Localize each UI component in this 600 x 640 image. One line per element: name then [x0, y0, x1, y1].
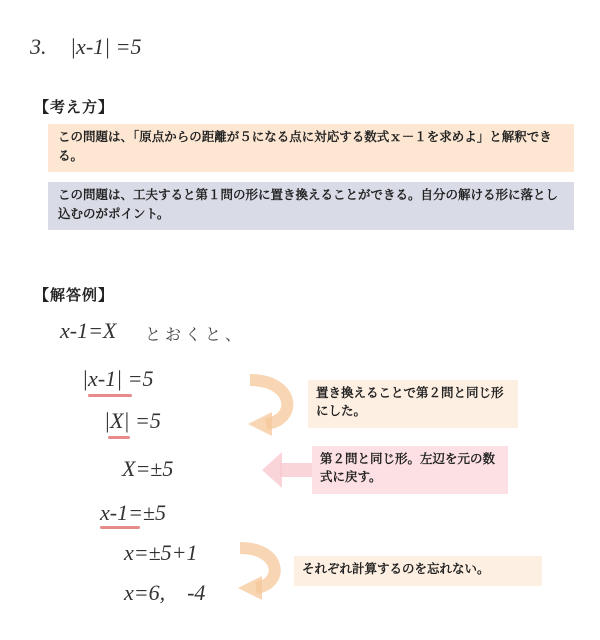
note-box-1: [308, 380, 518, 428]
step-3: X=±5: [122, 456, 174, 481]
hint-box-2: [48, 182, 574, 230]
hint-text-2: この問題は、工夫すると第１問の形に置き換えることができる。自分の解ける形に落とし込むのがポイント。: [58, 187, 559, 221]
hint-box-1: [48, 124, 574, 172]
left-arrow-icon: [262, 452, 312, 488]
step-1-underline: [88, 394, 132, 397]
hint-text-1: この問題は、「原点からの距離が５になる点に対応する数式ｘ－１を求めよ」と解釈できる。: [58, 129, 552, 163]
note-text-1: 置き換えることで第２問と同じ形にした。: [316, 385, 504, 418]
substitution-text: とおくと、: [145, 325, 246, 344]
step-5: x=±5+1: [124, 540, 198, 565]
problem-number: 3.: [30, 34, 47, 59]
approach-heading: 【考え方】: [34, 98, 115, 116]
step-4: x-1=±5: [100, 500, 167, 525]
note-text-2: 第２問と同じ形。左辺を元の数式に戻す。: [320, 451, 496, 484]
note-box-2: [312, 446, 508, 494]
curved-arrow-icon-2: [232, 540, 296, 606]
step-4-underline: [100, 526, 140, 529]
step-2-underline: [108, 436, 130, 439]
step-2: |X| =5: [104, 408, 161, 433]
substitution-equation: x-1=X: [60, 318, 117, 343]
step-6: x=6, -4: [124, 580, 206, 605]
curved-arrow-icon: [240, 372, 310, 444]
note-box-3: [294, 556, 542, 586]
answer-heading: 【解答例】: [34, 286, 115, 304]
note-text-3: それぞれ計算するのを忘れない。: [302, 561, 490, 576]
step-1: |x-1| =5: [82, 366, 154, 391]
problem-equation: |x-1| =5: [70, 34, 142, 59]
